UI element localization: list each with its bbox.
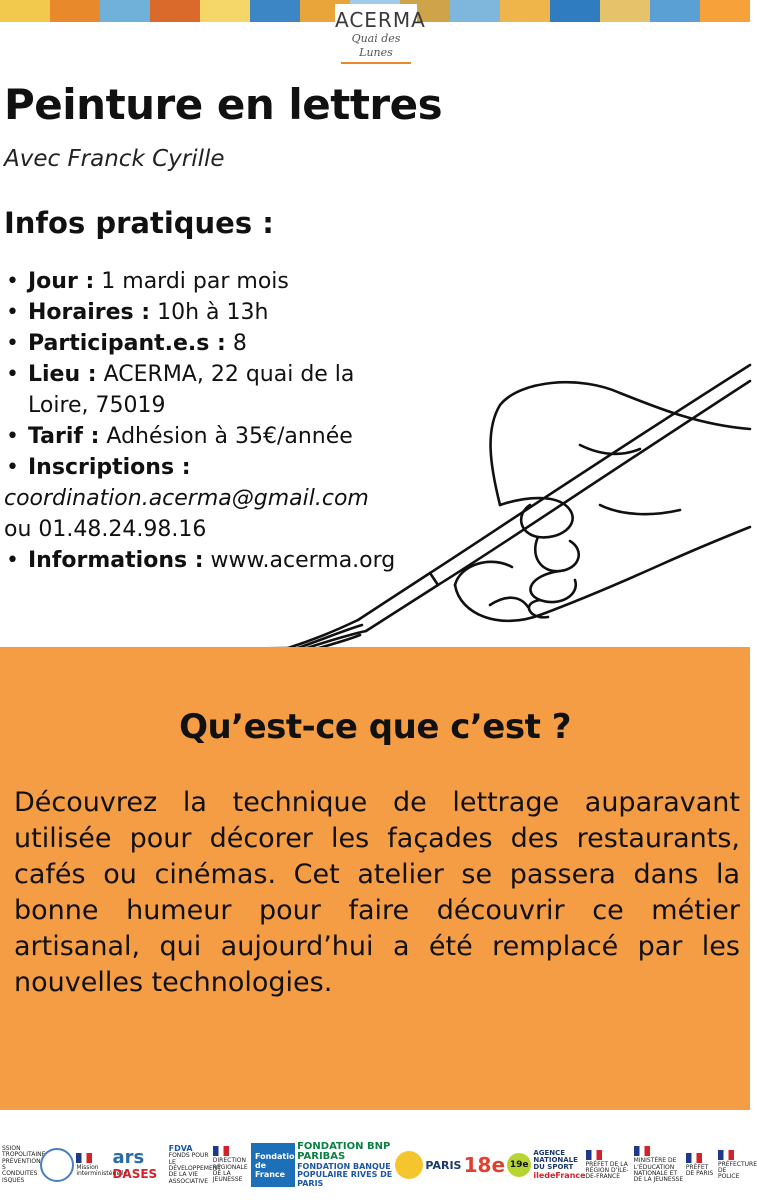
info-tarif-label: Tarif : bbox=[28, 424, 100, 449]
acerma-logo bbox=[335, 4, 426, 62]
info-jour-value: 1 mardi par mois bbox=[94, 269, 289, 294]
stripe-segment bbox=[250, 0, 300, 22]
sponsor-bnp-bp bbox=[297, 1142, 393, 1188]
french-flag-icon bbox=[213, 1146, 229, 1156]
stripe-segment bbox=[450, 0, 500, 22]
info-inscriptions-label: Inscriptions : bbox=[28, 455, 191, 480]
hand-painting-brush-icon bbox=[60, 345, 750, 655]
prefet-paris-text: PRÉFET DE PARIS bbox=[685, 1163, 714, 1177]
sponsor-fdva bbox=[168, 1144, 221, 1185]
stripe-segment bbox=[50, 0, 100, 22]
stripe-segment bbox=[650, 0, 700, 22]
logo-tagline: Quai des Lunes bbox=[351, 32, 401, 59]
info-horaires-value: 10h à 13h bbox=[150, 300, 269, 325]
info-participants-label: Participant.e.s : bbox=[28, 331, 226, 356]
logo-name: ACERMA bbox=[335, 8, 426, 32]
prefet-region-text: PRÉFET DE LA RÉGION D’ÎLE-DE-FRANCE bbox=[585, 1160, 629, 1181]
fdva-label: FDVA bbox=[168, 1144, 193, 1154]
page-title: Peinture en lettres bbox=[4, 80, 443, 129]
sponsor-logos-row bbox=[0, 1130, 757, 1200]
prefecture-police-text: PRÉFECTURE DE POLICE bbox=[717, 1160, 757, 1181]
french-flag-icon bbox=[718, 1150, 734, 1160]
page-subtitle: Avec Franck Cyrille bbox=[4, 146, 225, 172]
stripe-segment bbox=[0, 0, 50, 22]
sponsor-prefecture-police bbox=[717, 1150, 757, 1181]
logo-underline bbox=[341, 62, 411, 64]
stripe-segment bbox=[150, 0, 200, 22]
mairie-18-logo: 18e bbox=[463, 1153, 506, 1177]
info-inscriptions-phone: ou 01.48.24.98.16 bbox=[4, 517, 207, 542]
iledefrance-logo: iledeFrance bbox=[533, 1170, 586, 1180]
sponsor-drjscs bbox=[213, 1146, 249, 1183]
about-heading: Qu’est-ce que c’est ? bbox=[179, 707, 571, 747]
info-horaires-label: Horaires : bbox=[28, 300, 151, 325]
sponsor-fondation-de-france: Fondation de France bbox=[251, 1143, 295, 1187]
info-horaires bbox=[4, 297, 424, 328]
info-informations-value[interactable]: www.acerma.org bbox=[203, 548, 396, 573]
sponsor-mission-metropolitaine: SSION TROPOLITAINE PRÉVENTION S CONDUITES ISQUES bbox=[2, 1145, 46, 1184]
ars-logo: ars bbox=[112, 1147, 145, 1169]
infos-heading: Infos pratiques : bbox=[4, 206, 274, 240]
mairie-19-logo: 19e bbox=[507, 1153, 531, 1177]
info-lieu-value-line1: ACERMA, 22 quai de la bbox=[96, 362, 355, 387]
sponsor-ministere bbox=[634, 1146, 684, 1183]
french-flag-icon bbox=[76, 1153, 92, 1163]
info-jour bbox=[4, 266, 424, 297]
sponsor-prefet-region bbox=[586, 1150, 632, 1181]
sponsor-mission-interministerielle bbox=[76, 1153, 128, 1178]
info-participants-value: 8 bbox=[225, 331, 247, 356]
stripe-segment bbox=[700, 0, 750, 22]
stripe-segment bbox=[100, 0, 150, 22]
ministere-text: MINISTÈRE DE L’ÉDUCATION NATIONALE ET DE LA JEUNESSE bbox=[633, 1157, 684, 1184]
agence-nationale-sport-logo: AGENCE NATIONALE DU SPORT bbox=[533, 1148, 578, 1172]
ville-de-paris-logo: PARIS bbox=[425, 1158, 462, 1172]
fdva-sub: FONDS POUR LE DÉVELOPPEMENT DE LA VIE ASSOCIATIVE bbox=[168, 1152, 221, 1185]
info-inscriptions-email[interactable]: coordination.acerma@gmail.com bbox=[4, 486, 369, 511]
info-informations-label: Informations : bbox=[28, 548, 204, 573]
circle-seal-icon bbox=[40, 1148, 74, 1182]
stripe-segment bbox=[200, 0, 250, 22]
dases-logo: DASES bbox=[112, 1167, 158, 1182]
french-flag-icon bbox=[686, 1153, 702, 1163]
sponsor-prefet-paris bbox=[686, 1153, 716, 1178]
banque-populaire-logo: FONDATION BANQUE POPULAIRE RIVES DE PARIS bbox=[297, 1161, 393, 1188]
stripe-segment bbox=[500, 0, 550, 22]
stripe-segment bbox=[600, 0, 650, 22]
info-lieu-value-line2: Loire, 75019 bbox=[28, 393, 166, 418]
info-lieu-label: Lieu : bbox=[28, 362, 97, 387]
bnp-logo: FONDATION BNP PARIBAS bbox=[297, 1140, 391, 1163]
info-jour-label: Jour : bbox=[28, 269, 95, 294]
sun-logo-icon bbox=[395, 1151, 423, 1179]
sponsor-ans-idf bbox=[533, 1148, 586, 1180]
about-section bbox=[0, 647, 750, 1110]
info-tarif-value: Adhésion à 35€/année bbox=[99, 424, 353, 449]
sponsor-ars-dases bbox=[112, 1149, 166, 1180]
stripe-segment bbox=[550, 0, 600, 22]
about-text: Découvrez la technique de lettrage auparavant utilisée pour décorer les façades des restaurants, cafés ou cinémas. Cet atelier se passera dans la bonne humeur pour faire découvrir ce métier artisanal, qui aujourd’hui a été remplacé par les nouvelles technologies. bbox=[14, 787, 740, 998]
sponsor-mission-text: Mission interministérielle bbox=[76, 1163, 128, 1177]
french-flag-icon bbox=[586, 1150, 602, 1160]
drjscs-text: DIRECTION RÉGIONALE DE LA JEUNESSE bbox=[212, 1157, 248, 1184]
french-flag-icon bbox=[634, 1146, 650, 1156]
